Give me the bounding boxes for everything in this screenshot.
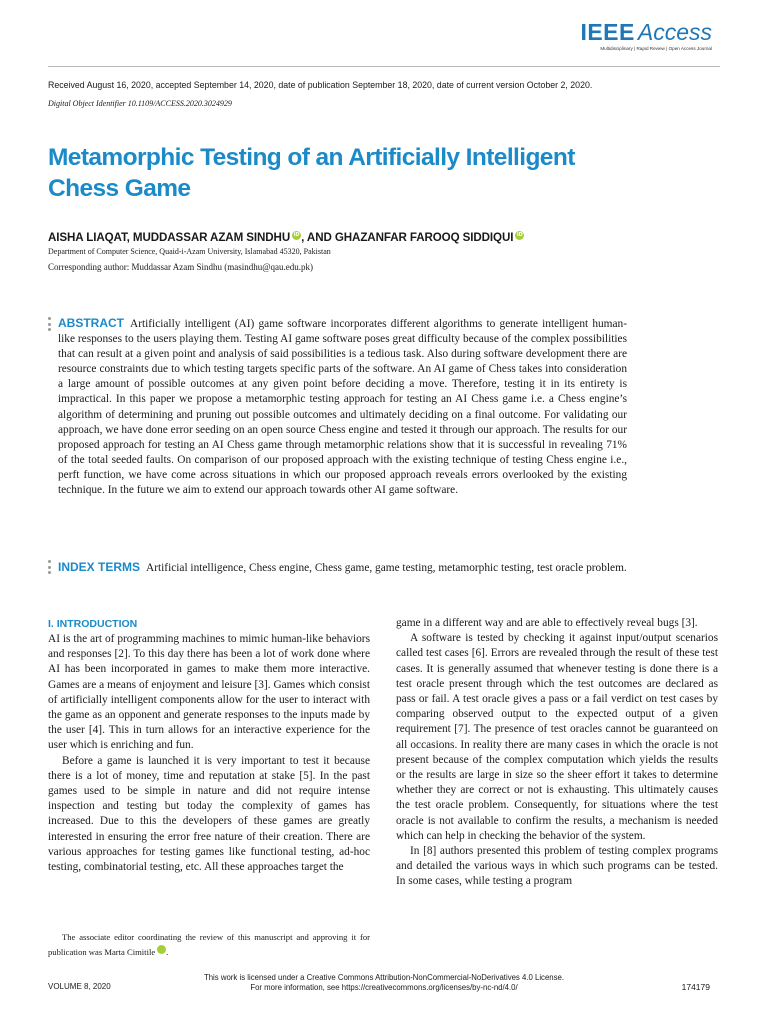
logo-access-text: Access xyxy=(637,19,712,45)
paragraph: A software is tested by checking it against input/output scenarios called test cases [6]. Errors are revealed through the result of these test cases. It is generally assumed that whenever testing is done there is a test oracle present through which the test outcomes are declared as pass or fail. A test oracle gives a pass or a fail verdict on test cases by comparing observed output to the expected output of a given requirement [7]. The presence of test oracles cannot be guaranteed on all occasions. In reality there are many cases in which the oracle is not present because of the complex computation which yields the results or the results are large in size so the sheer effort it takes to determine whether they are correct or not is exhausting. This ultimately causes the test oracle problem. Consequently, for situations where the test oracle is not available to confirm the results, a mechanism is needed which can help in checking the behavior of the system. xyxy=(396,632,718,842)
page-number: 174179 xyxy=(681,982,710,992)
orcid-icon[interactable]: iD xyxy=(293,232,300,238)
left-column xyxy=(48,617,370,875)
paragraph: AI is the art of programming machines to mimic human-like behaviors and responses [2]. To this day there has been a lot of work done where AI has been incorporated in games to make them more interactive. Games are a means of enjoyment and leisure [3]. Games which consist of artificially intelligent components allow for the user to interact with the game as an opponent and generate responses to the inputs made by the user [4]. This in turn allows for an interactive experience for the user which is enriching and fun. xyxy=(48,633,370,752)
volume-label: VOLUME 8, 2020 xyxy=(48,982,111,991)
orcid-icon[interactable]: iD xyxy=(517,232,523,238)
authors-part-2: , AND GHAZANFAR FAROOQ SIDDIQUI xyxy=(301,231,514,244)
index-terms xyxy=(58,560,627,576)
abstract-dots-icon xyxy=(48,317,52,334)
authors-part-1: AISHA LIAQAT, MUDDASSAR AZAM SINDHU xyxy=(48,231,291,244)
index-terms-dots-icon xyxy=(48,560,52,577)
footnote-text: The associate editor coordinating the review of this manuscript and approving it for publication was Marta Cimitile xyxy=(48,932,370,957)
journal-logo xyxy=(580,20,712,51)
license-notice xyxy=(0,973,768,993)
section-heading: I. INTRODUCTION xyxy=(48,618,138,630)
author-list xyxy=(48,231,524,244)
paragraph: Before a game is launched it is very important to test it because there is a lot of money, time and reputation at stake [5]. In the past games used to be simple in nature and did not require intense inspection and testing but today the complexity of games has increased. Due to this the developers of these games are greatly interested in ensuring the error free nature of their creation. There are various approaches for testing games like functional testing, ad-hoc testing, combinatorial testing, etc. All these approaches target the xyxy=(48,754,370,874)
doi-line: Digital Object Identifier 10.1109/ACCESS.2020.3024929 xyxy=(48,99,232,108)
logo-ieee-text: IEEE xyxy=(580,19,635,45)
paper-title: Metamorphic Testing of an Artificially Intelligent Chess Game xyxy=(48,144,575,202)
abstract xyxy=(58,316,627,498)
publication-history: Received August 16, 2020, accepted September 14, 2020, date of publication September 18, 2020, date of current version October 2, 2020. xyxy=(48,80,593,90)
index-terms-label: INDEX TERMS xyxy=(58,560,141,574)
paragraph: game in a different way and are able to effectively reveal bugs [3]. xyxy=(396,617,698,629)
footnote: The associate editor coordinating the review of this manuscript and approving it for publication was Marta Cimitile iD. xyxy=(48,932,370,957)
license-link[interactable]: For more information, see https://creativecommons.org/licenses/by-nc-nd/4.0/ xyxy=(250,983,518,992)
corresponding-author: Corresponding author: Muddassar Azam Sindhu (masindhu@qau.edu.pk) xyxy=(48,262,313,272)
abstract-text: Artificially intelligent (AI) game software incorporates different algorithms to generate intelligent human-like responses to the users playing them. Testing AI game software poses great difficulty because of the complex possibilities that can result at a given point and analysis of said possibilities is a tedious task. Also during software development there are resource constraints due to which testing targets specific parts of the software. An AI game of Chess takes into consideration a large amount of possible outcomes at any given point before deciding a move. Therefore, testing it in its entirety is impractical. In this paper we propose a metamorphic testing approach for testing an AI Chess game i.e. a Chess engine’s algorithm of determining and pruning out possible outcomes and ultimately deciding on a final outcome. For validating our approach, we have done error seeding on an open source Chess engine and tested it through our approach. The results for our proposed approach for testing an AI Chess game through metamorphic relations show that it is successful in revealing 71% of the total seeded faults. On comparison of our proposed approach with the existing technique of testing Chess engine i.e., perft function, we have come across situations in which our proposed approach reveals errors overlooked by the existing technique. In the future we aim to extend our approach towards other AI game software. xyxy=(58,318,627,497)
abstract-label: ABSTRACT xyxy=(58,316,124,330)
logo-tagline: Multidisciplinary | Rapid Review | Open Access Journal xyxy=(600,46,712,51)
paragraph: In [8] authors presented this problem of testing complex programs and detailed the various ways in which such programs can be tested. In some cases, while testing a program xyxy=(396,845,718,888)
index-terms-text: Artificial intelligence, Chess engine, Chess game, game testing, metamorphic testing, test oracle problem. xyxy=(146,562,627,574)
orcid-icon[interactable]: iD xyxy=(157,945,166,954)
affiliation: Department of Computer Science, Quaid-i-Azam University, Islamabad 45320, Pakistan xyxy=(48,247,331,256)
license-line: This work is licensed under a Creative Commons Attribution-NonCommercial-NoDerivatives 4.0 License. xyxy=(203,973,565,982)
right-column xyxy=(396,616,718,890)
header-divider xyxy=(48,66,720,67)
